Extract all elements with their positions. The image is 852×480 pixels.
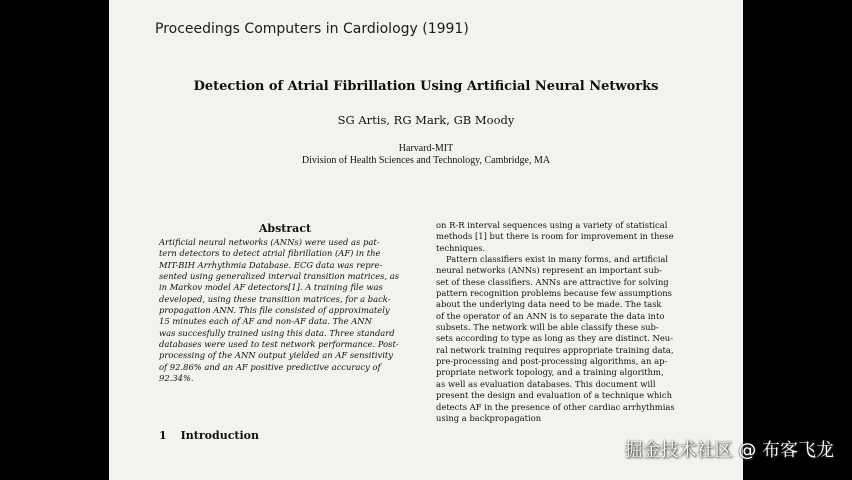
body-line: about the underlying data need to be made. The task xyxy=(436,299,662,310)
abstract-line: MIT-BIH Arrhythmia Database. ECG data was repre- xyxy=(159,259,383,270)
body-line: on R-R interval sequences using a variety of statistical xyxy=(436,220,668,230)
body-line: set of these classifiers. ANNs are attractive for solving xyxy=(436,276,669,287)
paper-authors: SG Artis, RG Mark, GB Moody xyxy=(337,113,515,127)
right-column-body xyxy=(436,220,698,424)
slide xyxy=(109,0,743,480)
body-line: as well as evaluation databases. This document will xyxy=(436,378,656,389)
abstract-line: Artificial neural networks (ANNs) were used as pat- xyxy=(159,237,380,247)
abstract-line: developed, using these transition matrices, for a back- xyxy=(159,293,391,304)
body-line: sets according to type as long as they are distinct. Neu- xyxy=(436,333,674,344)
body-line: present the design and evaluation of a technique which xyxy=(436,390,673,401)
section-title: Introduction xyxy=(180,429,259,442)
abstract-heading: Abstract xyxy=(258,222,312,235)
body-line: pattern recognition problems because few assumptions xyxy=(436,288,672,299)
paper-title: Detection of Atrial Fibrillation Using Artificial Neural Networks xyxy=(193,79,659,94)
abstract-line: in Markov model AF detectors[1]. A training file was xyxy=(159,282,383,293)
proceedings-header: Proceedings Computers in Cardiology (1991) xyxy=(155,21,469,37)
body-line: ral network training requires appropriate training data, xyxy=(436,344,674,355)
abstract-body xyxy=(159,237,411,384)
abstract-line: sented using generalized interval transition matrices, as xyxy=(159,271,400,282)
abstract-line: was succesfully trained using this data. Three standard xyxy=(159,327,395,338)
body-line: methods [1] but there is room for improvement in these xyxy=(436,231,674,242)
section-number: 1 xyxy=(159,429,167,442)
body-line: subsets. The network will be able classify these sub- xyxy=(436,322,659,333)
abstract-line: 92.34%. xyxy=(159,373,194,384)
abstract-line: tern detectors to detect atrial fibrillation (AF) in the xyxy=(159,248,381,259)
body-line: pre-processing and post-processing algorithms, an ap- xyxy=(436,356,668,367)
body-line: neural networks (ANNs) represent an important sub- xyxy=(436,265,662,276)
affiliation-division: Division of Health Sciences and Technology, Cambridge, MA xyxy=(301,155,551,166)
abstract-line: of 92.86% and an AF positive predictive accuracy of xyxy=(159,361,381,372)
abstract-line: propagation ANN. This file consisted of approximately xyxy=(159,305,390,316)
body-line: propriate network topology, and a training algorithm, xyxy=(436,367,664,378)
abstract-line: processing of the ANN output yielded an AF sensitivity xyxy=(159,350,394,361)
abstract-line: 15 minutes each of AF and non-AF data. The ANN xyxy=(159,316,372,327)
watermark: 掘金技术社区 @ 布客飞龙 xyxy=(624,440,834,461)
body-line: techniques. xyxy=(436,242,486,253)
body-line: using a backpropagation xyxy=(436,412,542,423)
body-line: detects AF in the presence of other cardiac arrhythmias xyxy=(436,401,675,412)
body-line: of the operator of an ANN is to separate the data into xyxy=(436,310,665,321)
affiliation-institution: Harvard-MIT xyxy=(398,143,454,154)
introduction-heading xyxy=(159,429,259,442)
body-line: Pattern classifiers exist in many forms, and artificial xyxy=(446,254,669,265)
abstract-line: databases were used to test network performance. Post- xyxy=(159,339,399,350)
